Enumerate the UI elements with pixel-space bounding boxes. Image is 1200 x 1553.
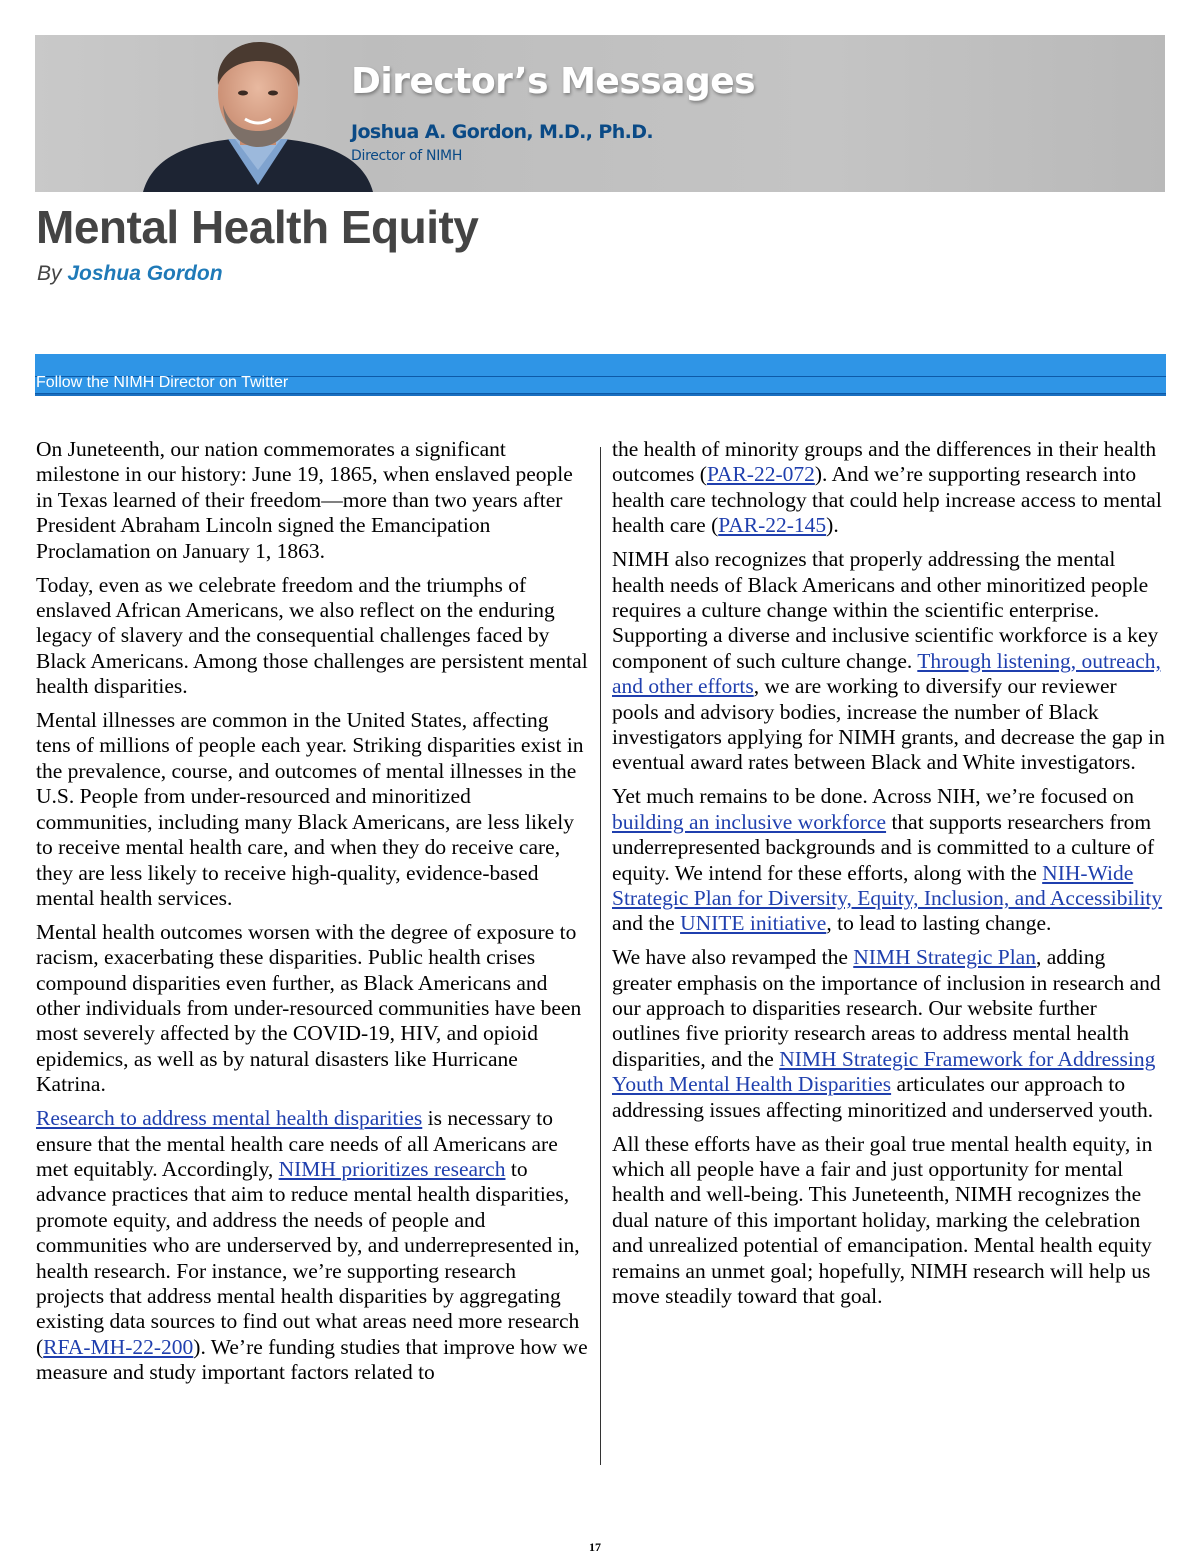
paragraph-remains-to-be-done [612, 784, 1168, 936]
research-text-2: to advance practices that aim to reduce mental health disparities, promote equity, and address the needs of people and communities who are underserved by, and underrepresented in, health research. For instance, we’re supporting research projects that address mental health disparities by aggregating existing data sources to find out what areas need more research ( [36, 1156, 580, 1359]
directors-messages-banner [35, 35, 1165, 192]
research-text-1: is necessary to ensure that the mental health care needs of all Americans are met equitably. Accordingly, [36, 1106, 558, 1181]
banner-director-name: Joshua A. Gordon, M.D., Ph.D. [351, 121, 654, 143]
article-column-left [36, 437, 588, 1394]
paragraph-juneteenth: On Juneteenth, our nation commemorates a significant milestone in our history: June 19, 1865, when enslaved people in Texas learned of their freedom—more than two years after President Abraham Lincoln signed the Emancipation Proclamation on January 1, 1863. [36, 437, 573, 563]
listening-outreach-link[interactable]: Through listening, outreach, and other efforts [612, 648, 1161, 699]
article-column-right [612, 437, 1168, 1318]
paragraph-disparities: Mental illnesses are common in the United States, affecting tens of millions of people each year. Striking disparities exist in the prevalence, course, and outcomes of mental illnesses in the U.S. People from under-resourced and minoritized communities, including many Black Americans, are less likely to receive mental health care, and when they do receive care, they are less likely to receive high-quality, evidence-based mental health services. [36, 708, 584, 910]
paragraph-research-continued [612, 437, 1168, 539]
youth-framework-link[interactable]: NIMH Strategic Framework for Addressing Youth Mental Health Disparities [612, 1046, 1156, 1097]
culture-text-2: , we are working to diversify our reviewer pools and advisory bodies, increase the number of Black investigators applying for NIMH grants, and decrease the gap in eventual award rates between Black and White investigators. [612, 674, 1165, 775]
director-portrait [123, 35, 383, 192]
research-text-4: ). And we’re supporting research into health care technology that could help increase access to mental health care ( [612, 462, 1162, 538]
paragraph-research [36, 1106, 588, 1385]
plan-text-3: articulates our approach to addressing issues affecting minoritized and underserved youth. [612, 1072, 1154, 1122]
page-title: Mental Health Equity [36, 201, 479, 253]
remains-text-4: , to lead to lasting change. [826, 911, 1052, 936]
research-text-3a: ). We’re funding studies that improve how we measure and study important factors related to [36, 1334, 588, 1385]
remains-text-3: and the [612, 911, 681, 936]
banner-title: Director’s Messages [351, 61, 756, 102]
paragraph-legacy: Today, even as we celebrate freedom and the triumphs of enslaved African Americans, we also reflect on the enduring legacy of slavery and the consequential challenges faced by Black Americans. Among those challenges are persistent mental health disparities. [36, 572, 588, 699]
plan-text-1: We have also revamped the [612, 945, 854, 970]
research-text-3b: the health of minority groups and the differences in their health outcomes ( [612, 437, 1157, 487]
twitter-follow-link[interactable]: Follow the NIMH Director on Twitter [36, 374, 289, 391]
nimh-strategic-plan-link[interactable]: NIMH Strategic Plan [853, 945, 1036, 970]
plan-text-2: , adding greater emphasis on the importance of inclusion in research and our approach to disparities research. Our website further outlines five priority research areas to address mental health disparities, and the [612, 945, 1161, 1071]
twitter-follow-bar [35, 354, 1166, 396]
rfa-mh-22-200-link[interactable]: RFA-MH-22-200 [43, 1334, 194, 1359]
research-text-5: ). [826, 513, 839, 538]
nih-dei-strategic-plan-link[interactable]: NIH-Wide Strategic Plan for Diversity, Equity, Inclusion, and Accessibility [612, 860, 1163, 910]
banner-director-role: Director of NIMH [351, 148, 463, 164]
par-22-145-link[interactable]: PAR-22-145 [718, 513, 827, 538]
paragraph-racism-exposure: Mental health outcomes worsen with the degree of exposure to racism, exacerbating these disparities. Public health crises compound disparities even further, as Black Americans and other individuals from under-resourced communities have been most severely affected by the COVID-19, HIV, and opioid epidemics, as well as by natural disasters like Hurricane Katrina. [36, 919, 582, 1097]
culture-text-1: NIMH also recognizes that properly addressing the mental health needs of Black Americans and other minoritized people requires a culture change within the scientific enterprise. Supporting a diverse and inclusive scientific workforce is a key component of such culture change. [612, 547, 1159, 673]
column-divider [600, 447, 601, 1465]
par-22-072-link[interactable]: PAR-22-072 [706, 462, 815, 487]
byline [37, 262, 223, 286]
remains-text-1: Yet much remains to be done. Across NIH, we’re focused on [612, 784, 1135, 809]
paragraph-culture-change [612, 547, 1168, 776]
paragraph-strategic-plan [612, 945, 1168, 1123]
inclusive-workforce-link[interactable]: building an inclusive workforce [612, 809, 887, 834]
byline-author: Joshua Gordon [67, 262, 223, 285]
remains-text-2: that supports researchers from underrepresented backgrounds and is committed to a culture of equity. We intend for these efforts, along with the [612, 809, 1155, 885]
research-disparities-link[interactable]: Research to address mental health disparities [36, 1106, 423, 1131]
nimh-prioritizes-research-link[interactable]: NIMH prioritizes research [278, 1156, 506, 1181]
unite-initiative-link[interactable]: UNITE initiative [680, 911, 827, 936]
byline-label: By [37, 262, 62, 285]
paragraph-conclusion: All these efforts have as their goal true mental health equity, in which all people have a fair and just opportunity for mental health and well-being. This Juneteenth, NIMH recognizes the dual nature of this important holiday, marking the celebration and unrealized potential of emancipation. Mental health equity remains an unmet goal; hopefully, NIMH research will help us move steadily toward that goal. [612, 1131, 1153, 1308]
page-number: 17 [589, 1540, 601, 1553]
